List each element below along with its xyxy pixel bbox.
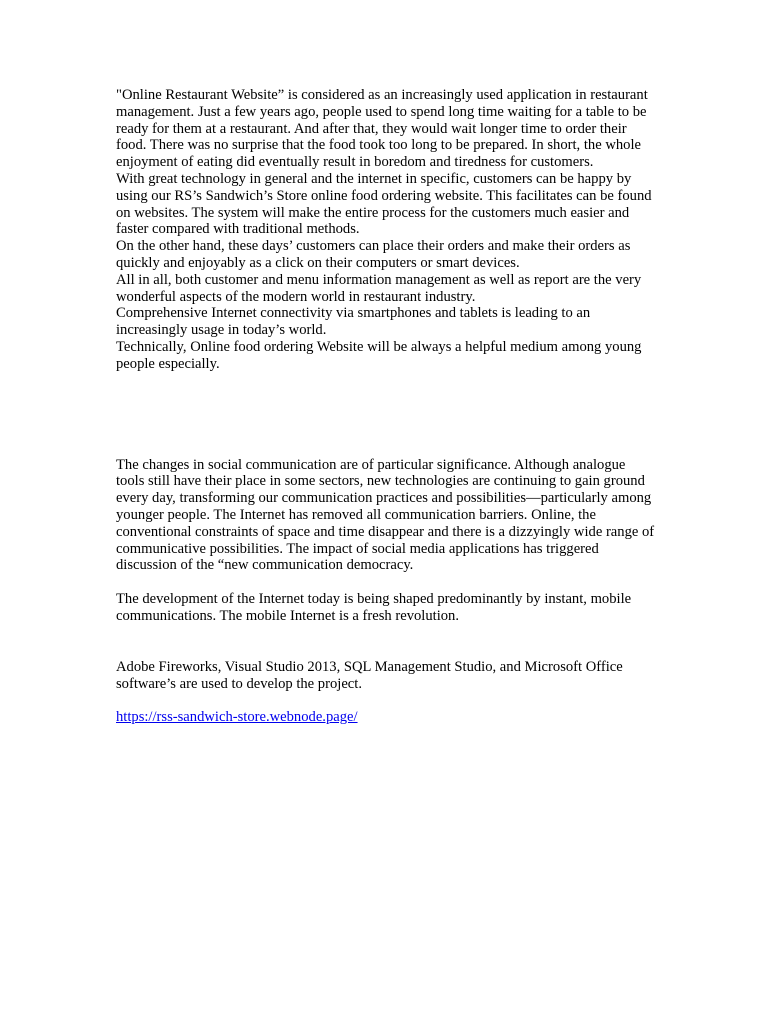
link-paragraph: [116, 709, 656, 726]
ordering-paragraph: On the other hand, these days’ customers can place their orders and make their orders as quickly and enjoyably as a click on their computers or smart devices.: [116, 238, 631, 271]
spacer: [116, 373, 656, 457]
mobile-internet-paragraph: The development of the Internet today is being shaped predominantly by instant, mobile communications. The mobile Internet is a fresh revolution.: [116, 591, 632, 624]
technology-paragraph: With great technology in general and the internet in specific, customers can be happy by using our RS’s Sandwich’s Store online food ordering website. This facilitates can be found on websites. The system will make the entire process for the customers much easier and faster compared with traditional methods.: [116, 170, 652, 238]
spacer: [116, 574, 656, 591]
document-body: [116, 87, 656, 726]
spacer: [116, 625, 656, 659]
social-communication-paragraph: The changes in social communication are of particular significance. Although analogue tools still have their place in some sectors, new technologies are continuing to gain ground every day, transforming our communication practices and possibilities—particularly among younger people. The Internet has removed all communication barriers. Online, the conventional constraints of space and time disappear and there is a dizzyingly wide range of communicative possibilities. The impact of social media applications has triggered discussion of the “new communication democracy.: [116, 456, 655, 574]
intro-paragraph: "Online Restaurant Website” is considered as an increasingly used application in restaurant management. Just a few years ago, people used to spend long time waiting for a table to be ready for them at a restaurant. And after that, they would wait longer time to order their food. There was no surprise that the food took too long to be prepared. In short, the whole enjoyment of eating did eventually result in boredom and tiredness for customers.: [116, 87, 648, 171]
spacer: [116, 692, 656, 709]
conclusion-paragraph: Technically, Online food ordering Website will be always a helpful medium among young people especially.: [116, 338, 642, 372]
management-paragraph: All in all, both customer and menu information management as well as report are the very wonderful aspects of the modern world in restaurant industry.: [116, 271, 642, 305]
project-website-link[interactable]: https://rss-sandwich-store.webnode.page/: [116, 709, 358, 726]
connectivity-paragraph: Comprehensive Internet connectivity via smartphones and tablets is leading to an increasingly usage in today’s world.: [116, 305, 591, 339]
tools-paragraph: Adobe Fireworks, Visual Studio 2013, SQL Management Studio, and Microsoft Office software’s are used to develop the project.: [116, 658, 623, 692]
